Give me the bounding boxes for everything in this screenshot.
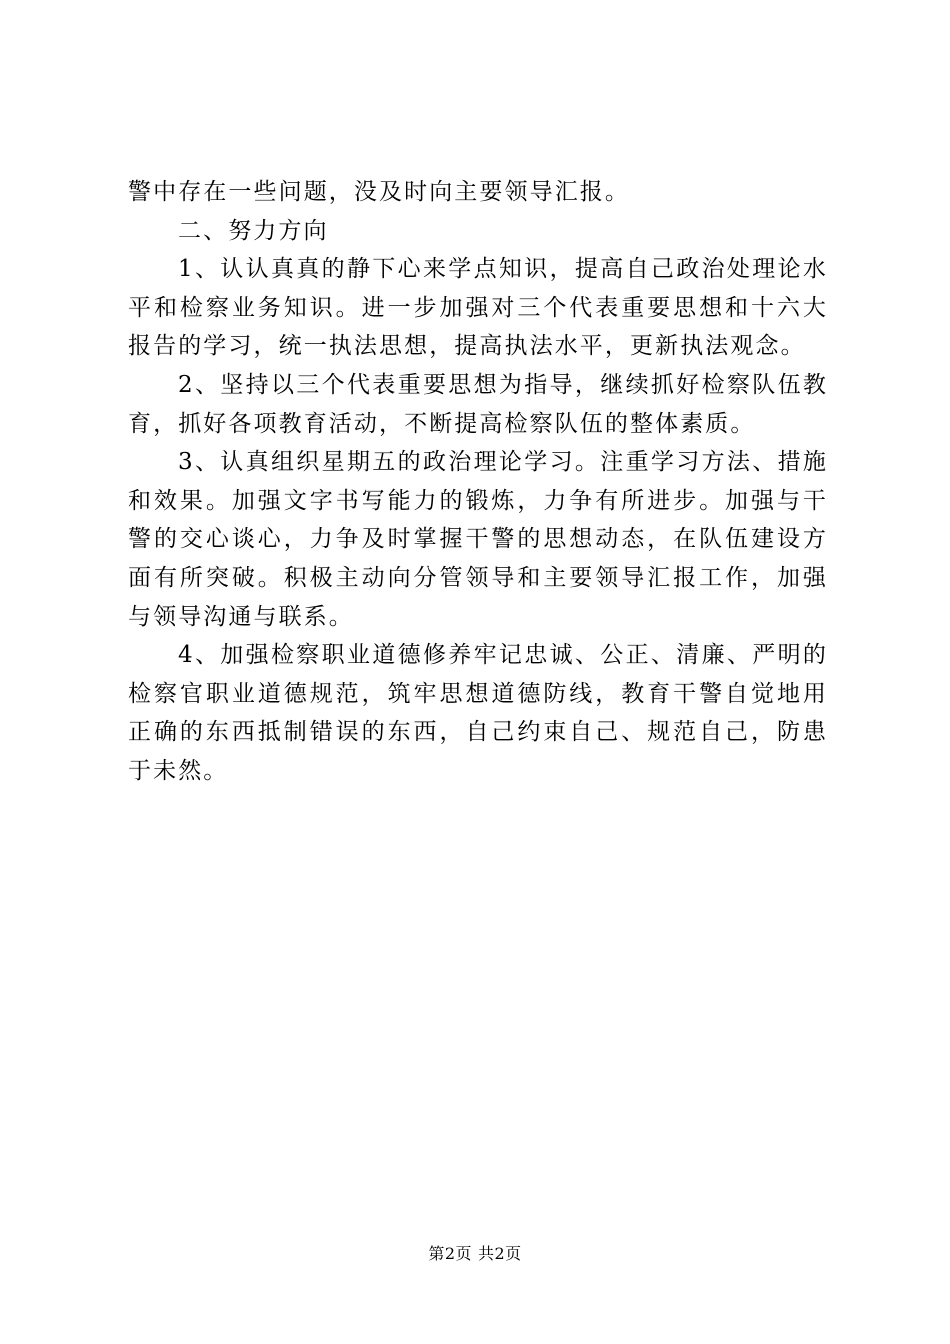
document-body xyxy=(128,173,828,791)
page-number-current: 第2页 xyxy=(428,1244,472,1263)
section-heading: 二、努力方向 xyxy=(178,217,329,244)
paragraph-continuation: 警中存在一些问题，没及时向主要领导汇报。 xyxy=(128,179,630,205)
paragraph-item-2: 2、坚持以三个代表重要思想为指导，继续抓好检察队伍教育，抓好各项教育活动，不断提高检察队伍的整体素质。 xyxy=(128,371,828,437)
paragraph-item-4: 4、加强检察职业道德修养牢记忠诚、公正、清廉、严明的检察官职业道德规范，筑牢思想道德防线，教育干警自觉地用正确的东西抵制错误的东西，自己约束自己、规范自己，防患于未然。 xyxy=(128,642,828,784)
paragraph-item-3: 3、认真组织星期五的政治理论学习。注重学习方法、措施和效果。加强文字书写能力的锻炼，力争有所进步。加强与干警的交心谈心，力争及时掌握干警的思想动态，在队伍建设方面有所突破。积极主动向分管领导和主要领导汇报工作，加强与领导沟通与联系。 xyxy=(128,449,828,630)
paragraph-item-1: 1、认认真真的静下心来学点知识，提高自己政治处理论水平和检察业务知识。进一步加强对三个代表重要思想和十六大报告的学习，统一执法思想，提高执法水平，更新执法观念。 xyxy=(128,256,828,360)
page-number-total: 共2页 xyxy=(478,1244,522,1263)
page-footer xyxy=(0,1243,950,1265)
